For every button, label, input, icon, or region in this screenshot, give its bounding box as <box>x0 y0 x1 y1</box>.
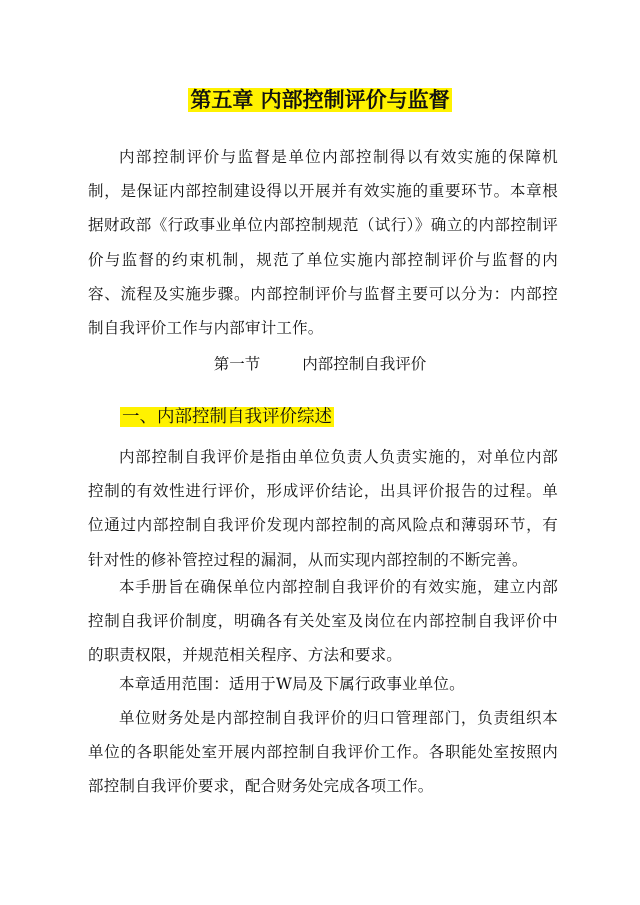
body-paragraph-definition: 内部控制自我评价是指由单位负责人负责实施的，对单位内部控制的有效性进行评价，形成评价结论，出具评价报告的过程。单位通过内部控制自我评价发现内部控制的高风险点和薄弱环节，有针对性的修补管控过程的漏洞，从而实现内部控制的不断完善。 <box>88 448 558 569</box>
body-paragraph-scope: 本章适用范围：适用于W局及下属行政事业单位。 <box>119 675 465 693</box>
subsection-heading <box>120 404 334 430</box>
chapter-title-text: 第五章 内部控制评价与监督 <box>190 88 450 112</box>
body-paragraph-purpose: 本手册旨在确保单位内部控制自我评价的有效实施，建立内部控制自我评价制度，明确各有关处室及岗位在内部控制自我评价中的职责权限，并规范相关程序、方法和要求。 <box>88 578 558 665</box>
chapter-title <box>0 86 640 114</box>
subsection-heading-text: 一、内部控制自我评价综述 <box>122 407 332 427</box>
body-paragraph-responsibility: 单位财务处是内部控制自我评价的归口管理部门，负责组织本单位的各职能处室开展内部控制自我评价工作。各职能处室按照内部控制自我评价要求，配合财务处完成各项工作。 <box>88 709 558 796</box>
section-number: 第一节 <box>213 355 261 373</box>
intro-paragraph: 内部控制评价与监督是单位内部控制得以有效实施的保障机制，是保证内部控制建设得以开展并有效实施的重要环节。本章根据财政部《行政事业单位内部控制规范（试行）》确立的内部控制评价与监督的约束机制，规范了单位实施内部控制评价与监督的内容、流程及实施步骤。内部控制评价与监督主要可以分为：内部控制自我评价工作与内部审计工作。 <box>88 148 558 338</box>
section-title-text: 内部控制自我评价 <box>302 355 427 373</box>
section-title <box>0 349 640 379</box>
